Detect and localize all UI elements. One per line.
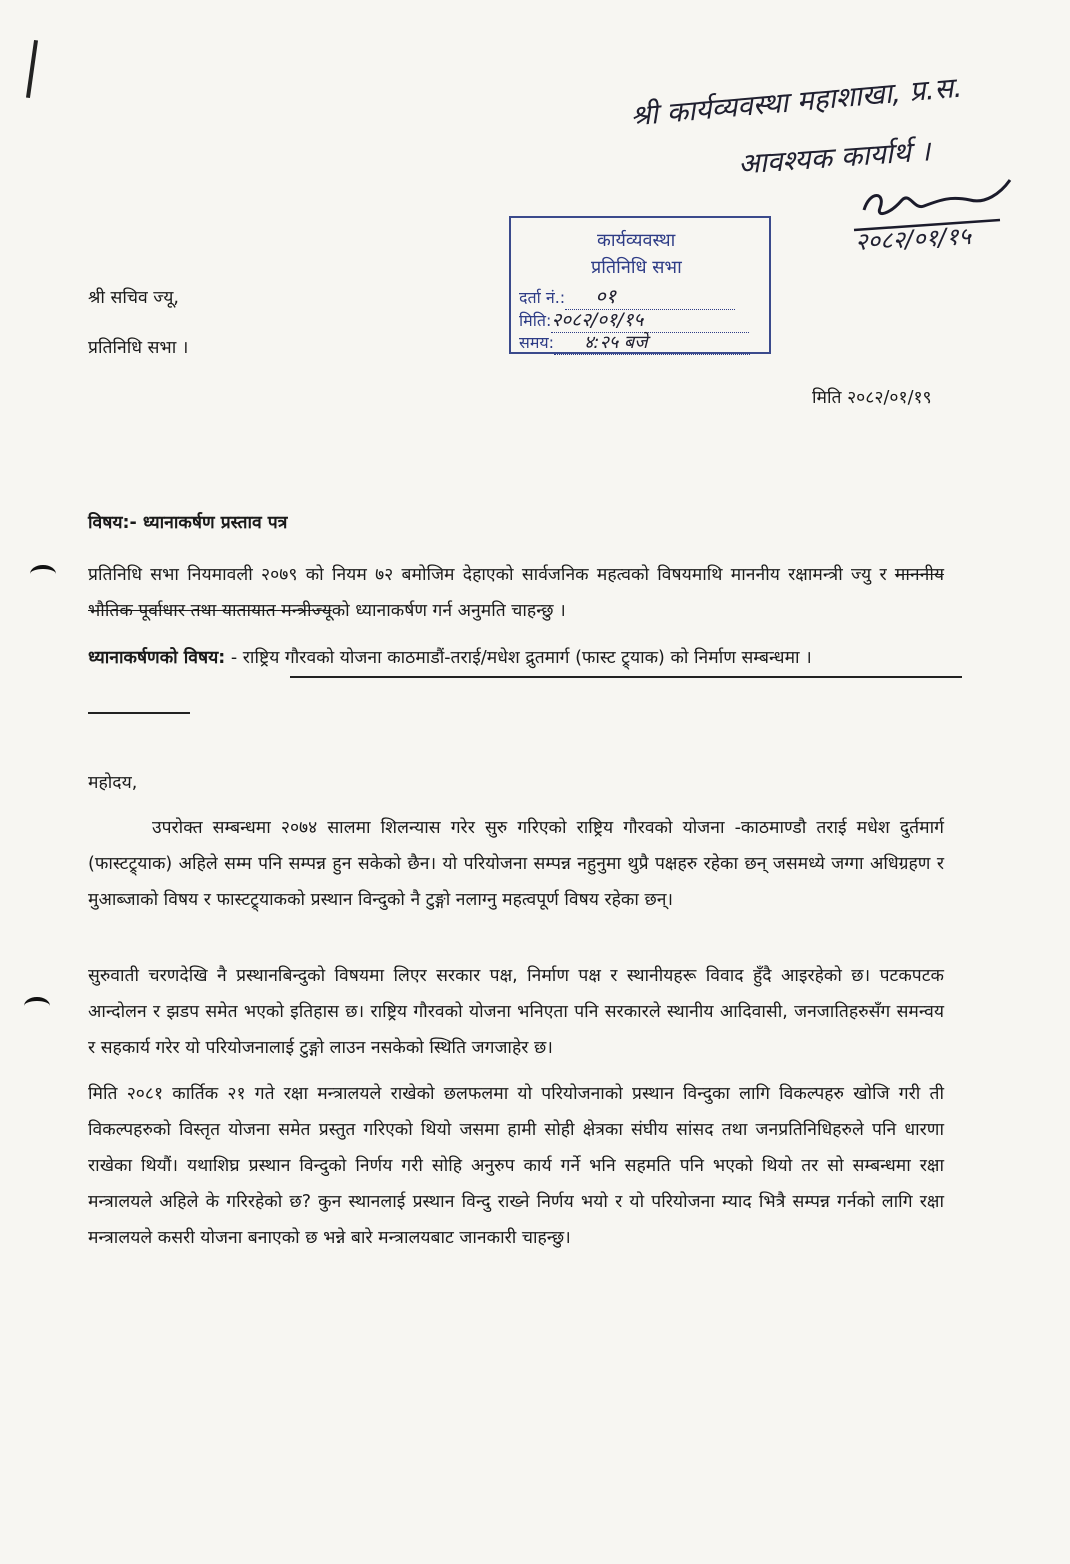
stamp-time-row [519, 330, 769, 355]
attention-subject [88, 640, 944, 676]
underline-short [88, 712, 190, 714]
stamp-reg-label: दर्ता नं.: [519, 288, 566, 307]
stamp-date-label: मिति: [519, 311, 552, 330]
stamp-house: प्रतिनिधि सभा [591, 257, 682, 278]
pen-mark [26, 40, 38, 98]
handwritten-date: २०८२/०१/१५ [854, 221, 972, 257]
stamp-date-value: २०८२/०१/१५ [551, 306, 749, 333]
body-paragraph-2: सुरुवाती चरणदेखि नै प्रस्थानबिन्दुको विषयमा लिएर सरकार पक्ष, निर्माण पक्ष र स्थानीयहरू विवाद हुँदै आइरहेको छ। पटकपटक आन्दोलन र झडप समेत भएको इतिहास छ। राष्ट्रिय गौरवको योजना भनिएता पनि सरकारले स्थानीय आदिवासी, जनजातिहरुसँग समन्वय र सहकार्य गरेर यो परियोजनालाई टुङ्गो लाउन नसकेको स्थिति जगजाहेर छ। [88, 966, 944, 1058]
stamp-date-row [519, 306, 769, 333]
subject-label: विषय:- [88, 513, 137, 533]
subject-value: ध्यानाकर्षण प्रस्ताव पत्र [142, 513, 288, 533]
attention-subject-value: - राष्ट्रिय गौरवको योजना काठमाडौं-तराई/मधेश द्रुतमार्ग (फास्ट ट्र्याक) को निर्माण सम्बन्धमा । [230, 648, 812, 668]
intro-part1: प्रतिनिधि सभा नियमावली २०७९ को नियम ७२ बमोजिम देहाएको सार्वजनिक महत्वको विषयमाथि माननीय रक्षामन्त्री ज्यु र [88, 565, 887, 585]
body-paragraph-3: मिति २०८१ कार्तिक २१ गते रक्षा मन्त्रालयले राखेको छलफलमा यो परियोजनाको प्रस्थान विन्दुका लागि विकल्पहरु खोजि गरी ती विकल्पहरुको विस्तृत योजना समेत प्रस्तुत गरिएको थियो जसमा हामी सोही क्षेत्रका संघीय सांसद तथा जनप्रतिनिधिहरुले पनि धारणा राखेका थियौं। यथाशिघ्र प्रस्थान विन्दुको निर्णय गरी सोहि अनुरुप कार्य गर्ने भनि सहमति पनि भएको थियो तर सो सम्बन्धमा रक्षा मन्त्रालयले अहिले के गरिरहेको छ? कुन स्थानलाई प्रस्थान विन्दु राख्ने निर्णय भयो र यो परियोजना म्याद भित्रै सम्पन्न गर्नको लागि रक्षा मन्त्रालयले कसरी योजना बनाएको छ भन्ने बारे मन्त्रालयबाट जानकारी चाहन्छु। [88, 1084, 944, 1248]
intro-struck-text: माननीय भौतिक पूर्वाधार तथा यातायात मन्त्रीज्यू [88, 565, 944, 621]
salutation: महोदय, [88, 773, 138, 793]
intro-part2: को ध्यानाकर्षण गर्न अनुमति चाहन्छु । [331, 601, 566, 621]
addressee-line1: श्री सचिव ज्यू, [88, 288, 179, 308]
punch-mark-top [30, 565, 56, 583]
stamp-time-value: ४:२५ बजे [554, 330, 750, 355]
stamp-office: कार्यव्यवस्था [597, 230, 676, 251]
stamp-reg-value: ०१ [565, 282, 735, 310]
handwritten-note-line2: आवश्यक कार्यार्थ । [737, 134, 932, 181]
subject-line [88, 505, 287, 541]
registration-stamp [509, 216, 771, 354]
addressee-line2: प्रतिनिधि सभा । [88, 338, 189, 358]
handwritten-note-line1: श्री कार्यव्यवस्था महाशाखा, प्र.स. [629, 70, 964, 133]
body-paragraph-1: उपरोक्त सम्बन्धमा २०७४ सालमा शिलन्यास गरेर सुरु गरिएको राष्ट्रिय गौरवको योजना -काठमाण्डौ तराई मधेश दुर्तमार्ग (फास्टट्र्याक) अहिले सम्म पनि सम्पन्न हुन सकेको छैन। यो परियोजना सम्पन्न नहुनुमा थुप्रै पक्षहरु रहेका छन् जसमध्ये जग्गा अधिग्रहण र मुआब्जाको विषय र फास्टट्र्याकको प्रस्थान विन्दुको नै टुङ्गो नलाग्नु महत्वपूर्ण विषय रहेका छन्। [88, 818, 944, 910]
letter-date: मिति २०८२/०१/१९ [812, 388, 932, 408]
underline-rule [290, 676, 962, 678]
attention-subject-label: ध्यानाकर्षणको विषय: [88, 648, 226, 668]
intro-paragraph [88, 557, 944, 629]
punch-mark-bottom [24, 997, 50, 1015]
stamp-time-label: समय: [519, 333, 555, 352]
